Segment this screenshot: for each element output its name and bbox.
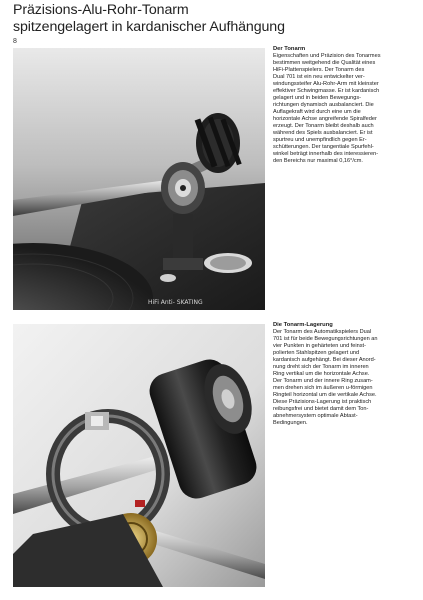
text-line: während des Spiels ausbalanciert. Er ist [273,130,373,136]
text-line: Dual 701 ist ein neu entwickelter ver- [273,74,365,80]
text-line: reibungsfrei und bietet damit dem Ton- [273,406,369,412]
text-line: spurtreu und unempfindlich gegen Er- [273,137,367,143]
deck-lettering: HiFi Anti- SKATING [148,299,203,306]
title-line-2: spitzengelagert in kardanischer Aufhängung [13,18,285,35]
text-line: Eigenschaften und Präzision des Tonarmes [273,53,381,59]
text-line: schütterungen. Der tangentiale Spurfehl- [273,144,374,150]
text-line: men drehen sich im äußeren u-förmigen [273,385,373,391]
text-line: vier Punkten in gehärteten und feinst- [273,343,366,349]
section-der-tonarm [273,46,413,165]
text-line: windungssteifer Alu-Rohr-Arm mit kleinster [273,81,379,87]
text-line: abnehmersystem optimale Abtast- [273,413,358,419]
tonearm-photo [13,48,265,310]
text-line: richtungen dynamisch ausbalanciert. Die [273,102,374,108]
tonearm-photo-illustration [13,48,265,310]
text-line: Ringteil horizontal um die vertikale Achse. [273,392,377,398]
text-line: nung dreht sich der Tonarm im inneren [273,364,369,370]
text-line: winkel beträgt innerhalb des interessieren- [273,151,379,157]
paragraph [273,329,413,427]
page-title [13,2,413,35]
red-marker [135,500,145,507]
text-line: erzeugt. Der Tonarm bleibt deshalb auch [273,123,374,129]
bearing-photo [13,324,265,587]
bearing-photo-illustration [13,324,265,587]
page-number: 8 [13,38,17,45]
text-line: Der Tonarm des Automatikspielers Dual [273,329,372,335]
text-line: kardanisch aufgehängt. Bei dieser Anord- [273,357,376,363]
text-line: gelagert und in beiden Bewegungs- [273,95,362,101]
text-line: Diese Präzisions-Lagerung ist praktisch [273,399,372,405]
paragraph [273,53,413,165]
text-line: 701 ist für beide Bewegungsrichtungen an [273,336,378,342]
section-heading: Die Tonarm-Lagerung [273,322,333,328]
text-line: bestimmen weitgehend die Qualität eines [273,60,376,66]
section-heading: Der Tonarm [273,46,306,52]
text-line: Bedingungen. [273,420,308,426]
text-line: Ring vertikal um die horizontale Achse. [273,371,370,377]
text-line: HiFi-Plattenspielers. Der Tonarm des [273,67,365,73]
text-line: polierten Stahlspitzen gelagert und [273,350,360,356]
section-tonarm-lagerung [273,322,413,427]
anti-skating-dial [204,253,252,273]
text-line: den Bereichs nur maximal 0,16°/cm. [273,158,363,164]
text-line: Der Tonarm und der innere Ring zusam- [273,378,373,384]
text-line: horizontale Achse angreifende Spiralfeder [273,116,377,122]
title-line-1: Präzisions-Alu-Rohr-Tonarm [13,2,189,18]
text-line: effektiver Schwingmasse. Er ist kardanisch [273,88,380,94]
text-line: Auflagekraft wird durch eine um die [273,109,361,115]
